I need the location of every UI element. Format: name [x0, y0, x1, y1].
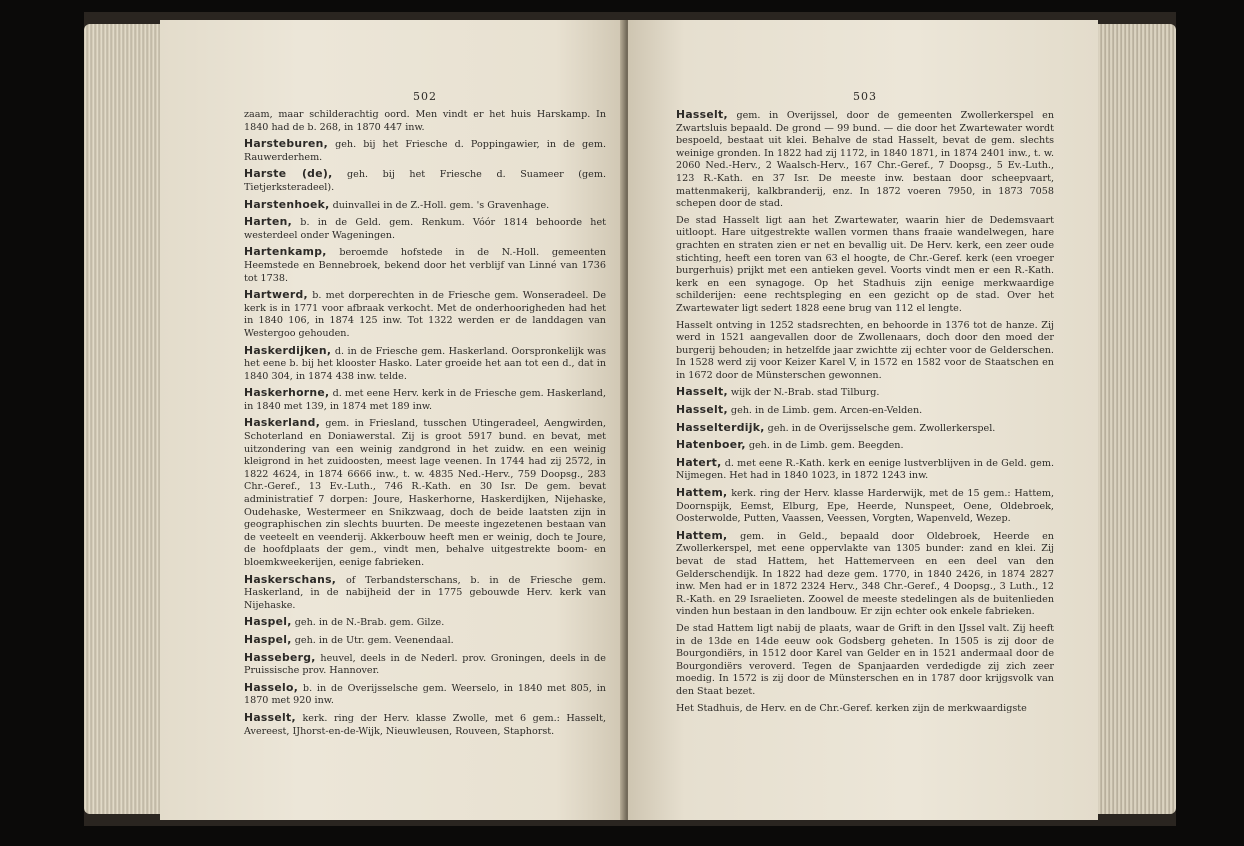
entry-text: geh. in de N.-Brab. gem. Gilze. — [291, 617, 445, 629]
entry-headword: Hasselt, — [676, 108, 728, 121]
entry-text: Hasselt ontving in 1252 stadsrechten, en behoorde in 1376 tot de hanze. Zij werd in 1521 aangevallen door de Zwollenaars, doch door den moed der burgerij behouden; in hetzelfde jaar zwichtte zij echter voor de Gelderschen. In 1528 werd zij voor Keizer Karel V, in 1572 en 1582 voor de Staatschen en in 1672 door de Münsterschen gewonnen. — [676, 319, 1054, 381]
entry-text: kerk. ring der Herv. klasse Harderwijk, met de 15 gem.: Hattem, Doornspijk, Eemst, Elburg, Epe, Heerde, Nunspeet, Oene, Oldebroek, Oosterwolde, Putten, Vaassen, Veessen, Vorgten, Wapenveld, Wezep. — [676, 488, 1054, 525]
dictionary-entry — [676, 457, 1054, 483]
entry-text: Het Stadhuis, de Herv. en de Chr.-Geref. kerken zijn de merkwaardigste — [676, 702, 1027, 714]
entry-headword: Hasselt, — [244, 710, 296, 724]
dictionary-entry — [676, 623, 1054, 699]
entry-headword: Harstenhoek, — [244, 197, 330, 211]
entry-text: wijk der N.-Brab. stad Tilburg. — [727, 387, 880, 399]
dictionary-entry — [244, 712, 606, 738]
dictionary-entry — [676, 404, 1054, 418]
dictionary-entry — [244, 199, 606, 213]
dictionary-entry — [676, 703, 1054, 716]
dictionary-entry — [244, 682, 606, 708]
entry-headword: Harste (de), — [244, 167, 333, 181]
dictionary-entry — [244, 216, 606, 242]
dictionary-entry — [676, 487, 1054, 526]
entry-headword: Haspel, — [244, 632, 292, 646]
entry-list — [676, 109, 1054, 715]
entry-headword: Hasselt, — [676, 385, 728, 399]
entry-text: kerk. ring der Herv. klasse Zwolle, met 6 gem.: Hasselt, Avereest, IJhorst-en-de-Wijk, Nieuwleusen, Rouveen, Staphorst. — [244, 712, 606, 737]
entry-text: geh. in de Limb. gem. Arcen-en-Velden. — [727, 405, 923, 417]
entry-text: b. in de Overijsselsche gem. Weerselo, in 1840 met 805, in 1870 met 920 inw. — [244, 682, 606, 707]
entry-headword: Hasselterdijk, — [676, 420, 765, 434]
dictionary-entry — [244, 289, 606, 340]
left-page — [160, 20, 626, 820]
dictionary-entry — [244, 417, 606, 569]
entry-headword: Hartenkamp, — [244, 245, 327, 259]
entry-headword: Hasseberg, — [244, 650, 316, 664]
entry-text: geh. bij het Friesche d. Suameer (gem. Tietjerksteradeel). — [244, 169, 607, 193]
entry-list — [244, 109, 606, 738]
entry-headword: Hattem, — [676, 486, 728, 500]
dictionary-entry — [244, 168, 606, 194]
entry-text: gem. in Friesland, tusschen Utingeradeel, Aengwirden, Schoterland en Doniawerstal. Zij is groot 5917 bund. en bevat, met uitzondering van een weinig zandgrond in het zuidw. en een weinig kleigrond in het zuidoosten, meest lage veenen. In 1744 had zij 2572, in 1822 4624, in 1874 6666 inw., t. w. 4835 Ned.-Herv., 759 Doopsg., 283 Chr.-Geref., 13 Ev.-Luth., 746 R.-Kath. en 30 Isr. De gem. bevat administratief 7 dorpen: Joure, Haskerhorne, Haskerdijken, Nijehaske, Oudehaske, Westermeer en Snikzwaag, doch de beide laatsten zijn in geographischen zin slechts buurten. De meeste ingezetenen bestaan van de veeteelt en veenderij. Akkerbouw heeft men er weinig, doch te Joure, de hoofdplaats der gem., vindt men, behalve uitgestrekte boom- en bloemkweekerijen, eenige fabrieken. — [244, 418, 606, 568]
entry-text: of Terbandsterschans, b. in de Friesche gem. Haskerland, in de nabijheid der in 1775 gebouwde Herv. kerk van Nijehaske. — [244, 574, 606, 611]
page-number: 502 — [413, 90, 437, 103]
entry-text: De stad Hasselt ligt aan het Zwartewater, waarin hier de Dedemsvaart uitloopt. Hare uitgestrekte wallen vormen thans fraaie wandelwegen, hare grachten en straten zien er net en bevallig uit. De Herv. kerk, een zeer oude stichting, heeft een toren van 63 el hoogte, de Chr.-Geref. kerk (een vroeger burgerhuis) prijkt met een antieken gevel. Voorts vindt men er een R.-Kath. kerk en een synagoge. Op het Stadhuis zijn eenige merkwaardige schilderijen: eene rechtspleging en een gezicht op de stad. Over het Zwartewater ligt sedert 1828 eene brug van 112 el lengte. — [676, 214, 1054, 314]
dictionary-entry — [676, 320, 1054, 383]
entry-headword: Haspel, — [244, 615, 292, 629]
dictionary-entry — [244, 634, 606, 648]
entry-text: d. met eene Herv. kerk in de Friesche gem. Haskerland, in 1840 met 139, in 1874 met 189 inw. — [244, 388, 606, 412]
dictionary-entry — [676, 386, 1054, 400]
entry-headword: Hasselo, — [244, 680, 299, 694]
page-edges-right — [1096, 24, 1176, 814]
entry-text: b. in de Geld. gem. Renkum. Vóór 1814 behoorde het westerdeel onder Wageningen. — [244, 217, 606, 241]
entry-text: b. met dorperechten in de Friesche gem. Wonseradeel. De kerk is in 1771 voor afbraak verkocht. Met de onderhoorigheden had het in 1840 106, in 1874 125 inw. Tot 1322 werden er de landdagen van Westergoo gehouden. — [244, 290, 606, 339]
dictionary-entry — [244, 652, 606, 678]
entry-headword: Hatenboer, — [676, 438, 746, 452]
entry-headword: Hasselt, — [676, 403, 728, 417]
dictionary-entry — [244, 616, 606, 630]
entry-headword: Harsteburen, — [244, 137, 329, 151]
dictionary-entry — [244, 387, 606, 413]
dictionary-entry — [244, 246, 606, 285]
dictionary-entry — [676, 109, 1054, 211]
dictionary-entry — [244, 109, 606, 134]
entry-headword: Hartwerd, — [244, 288, 308, 302]
dictionary-entry — [244, 345, 606, 384]
entry-headword: Haskerschans, — [244, 572, 337, 586]
entry-text: d. in de Friesche gem. Haskerland. Oorspronkelijk was het eene b. bij het klooster Hasko. Later groeide het aan tot een d., dat in 1840 304, in 1874 438 inw. telde. — [244, 345, 606, 382]
dictionary-entry — [244, 574, 606, 613]
entry-text: heuvel, deels in de Nederl. prov. Groningen, deels in de Pruissische prov. Hannover. — [244, 652, 606, 677]
page-number: 503 — [853, 90, 877, 103]
dictionary-entry — [676, 422, 1054, 436]
entry-text: gem. in Geld., bepaald door Oldebroek, Heerde en Zwollerkerspel, met eene oppervlakte van 1305 bunder: zand en klei. Zij bevat de stad Hattem, het Hattemerveen en een deel van den Gelderschendijk. In 1822 had deze gem. 1770, in 1840 2426, in 1874 2827 inw. Men had er in 1872 2324 Herv., 348 Chr.-Geref., 4 Doopsg., 3 Luth., 12 R.-Kath. en 29 Israelieten. Zoowel de meeste stedelingen als de buitenlieden vinden hun bestaan in den landbouw. Er zijn echter ook enkele fabrieken. — [676, 530, 1054, 618]
right-page — [628, 20, 1098, 820]
page-edges-left — [84, 24, 168, 814]
entry-text: geh. bij het Friesche d. Poppingawier, in de gem. Rauwerderhem. — [244, 139, 606, 163]
entry-text: gem. in Overijssel, door de gemeenten Zwollerkerspel en Zwartsluis bepaald. De grond — 99 bund. — die door het Zwartewater wordt bespoeld, bestaat uit klei. Behalve de stad Hasselt, bevat de gem. slechts weinige gronden. In 1822 had zij 1172, in 1840 1871, in 1874 2401 inw., t. w. 2060 Ned.-Herv., 2 Waalsch-Herv., 167 Chr.-Geref., 7 Doopsg., 5 Ev.-Luth., 123 R.-Kath. en 37 Isr. De meeste inw. bestaan door scheepvaart, mattenmakerij, kalkbranderij, enz. In 1872 voeren 7950, in 1873 7058 schepen door de stad. — [676, 110, 1054, 210]
entry-headword: Haskerland, — [244, 416, 321, 430]
entry-headword: Haskerdijken, — [244, 343, 332, 357]
dictionary-entry — [676, 439, 1054, 453]
dictionary-entry — [676, 530, 1054, 619]
dictionary-entry — [676, 215, 1054, 316]
entry-text: zaam, maar schilderachtig oord. Men vindt er het huis Harskamp. In 1840 had de b. 268, in 1870 447 inw. — [244, 109, 606, 133]
entry-headword: Hatert, — [676, 455, 722, 469]
entry-text: De stad Hattem ligt nabij de plaats, waar de Grift in den IJssel valt. Zij heeft in de 13de en 14de eeuw ook Godsberg geheten. In 1505 is zij door de Bourgondiërs, in 1512 door Karel van Gelder en in 1521 andermaal door de Bourgondiërs veroverd. Tegen de Spanjaarden verdedigde zij zich zeer moedig. In 1572 is zij door de Münsterschen en in 1787 door krijgsvolk van den Staat bezet. — [676, 622, 1054, 697]
entry-text: beroemde hofstede in de N.-Holl. gemeenten Heemstede en Bennebroek, bekend door het verblijf van Linné van 1736 tot 1738. — [244, 247, 606, 284]
entry-headword: Hattem, — [676, 528, 728, 542]
entry-text: d. met eene R.-Kath. kerk en eenige lustverblijven in de Geld. gem. Nijmegen. Het had in 1840 1023, in 1872 1243 inw. — [676, 457, 1054, 482]
entry-text: duinvallei in de Z.-Holl. gem. 's Gravenhage. — [329, 199, 550, 211]
entry-text: geh. in de Overijsselsche gem. Zwollerkerspel. — [764, 422, 996, 434]
entry-text: geh. in de Limb. gem. Beegden. — [745, 440, 904, 452]
entry-headword: Harten, — [244, 215, 293, 229]
entry-text: geh. in de Utr. gem. Veenendaal. — [291, 634, 454, 646]
dictionary-entry — [244, 138, 606, 164]
entry-headword: Haskerhorne, — [244, 386, 330, 400]
